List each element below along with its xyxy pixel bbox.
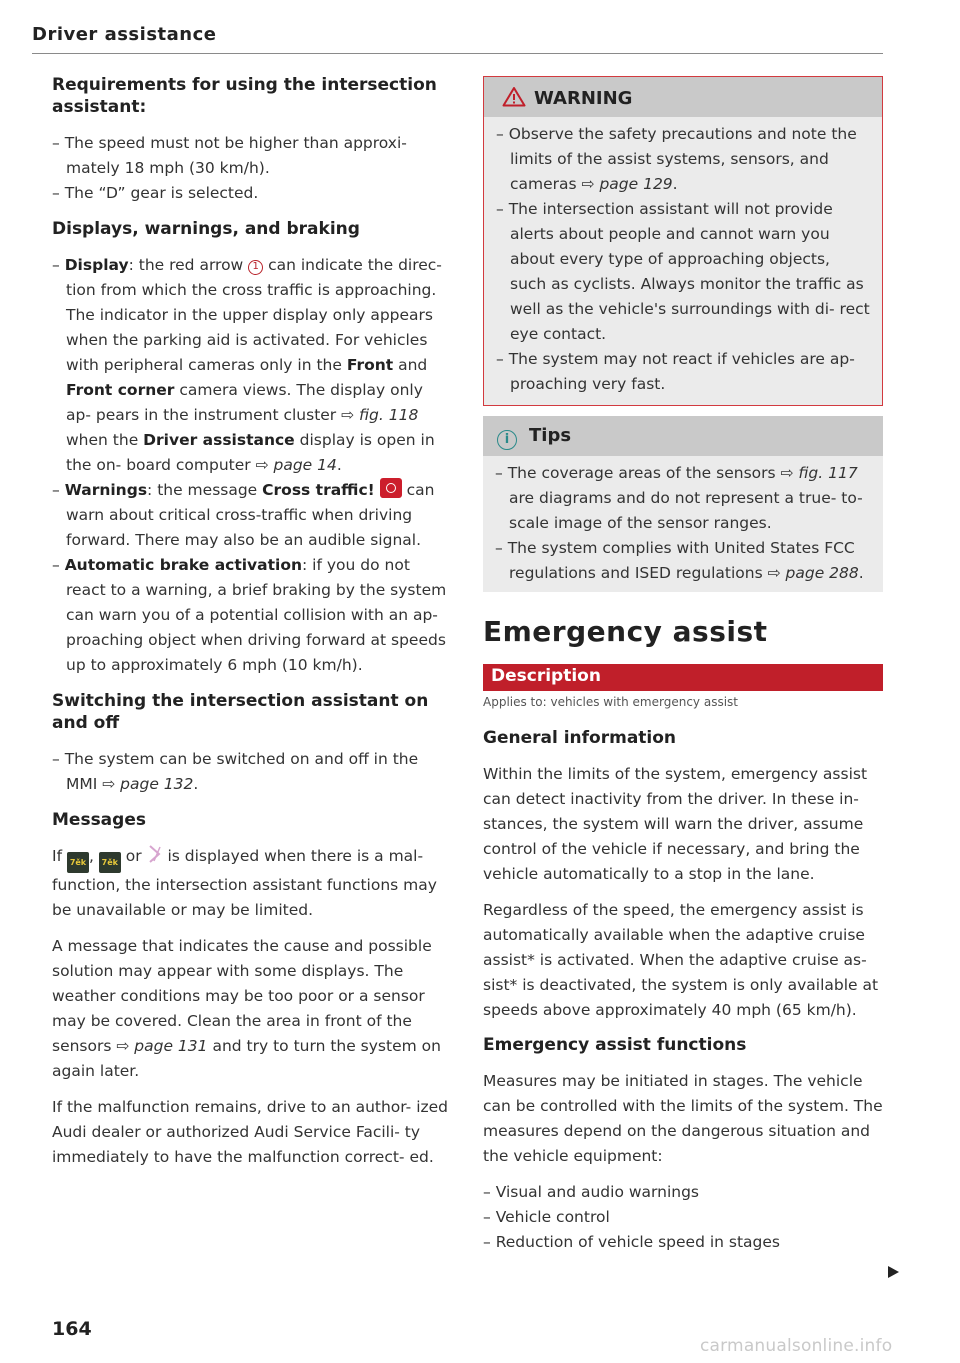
tips-header xyxy=(483,416,883,456)
list-item: – The intersection assistant will not provide alerts about people and cannot warn you about every type of approaching objects, such as cyclists. Always monitor the traffic as well as the vehicle's surroundings with di- rect eye contact. xyxy=(496,200,870,343)
speed-paragraph: Regardless of the speed, the emergency assist is automatically available when the adaptive cruise assist* is activated. When the adaptive cruise as- sist* is deactivated, the system is only available at speeds above approximately 40 mph (65 km/h). xyxy=(483,901,879,1019)
page-header xyxy=(32,24,883,54)
requirements-list xyxy=(52,131,452,206)
warning-body xyxy=(484,117,882,405)
callout-1-icon: 1 xyxy=(248,260,263,275)
continue-arrow-icon xyxy=(888,1266,899,1278)
tips-title: Tips xyxy=(529,425,572,446)
messages-paragraph-3: If the malfunction remains, drive to an author- ized Audi dealer or authorized Audi Service Facili- ty immediately to have the malfunction correct- ed. xyxy=(52,1098,449,1166)
warning-box xyxy=(483,76,883,406)
page-288-link[interactable]: ⇨ page 288 xyxy=(767,564,859,582)
warning-triangle-icon xyxy=(502,86,526,107)
list-item: – Vehicle control xyxy=(483,1208,610,1226)
list-item: – The coverage areas of the sensors ⇨ fig. 117 are diagrams and do not represent a true- to-scale image of the sensor ranges. xyxy=(495,464,863,532)
functions-heading: Emergency assist functions xyxy=(483,1035,747,1055)
right-column xyxy=(483,76,883,1255)
list-item-display: – Display: the red arrow 1 can indicate the direc- tion from which the cross traffic is approaching. The indicator in the upper display only appears when the parking aid is activated. For vehicles with peripheral cameras only in the Front and Front corner camera views. The display only ap- pears in the instrument cluster ⇨ fig. 118 when the Driver assistance display is open in the on- board computer ⇨ page 14. xyxy=(52,256,442,474)
page-14-link[interactable]: ⇨ page 14 xyxy=(255,456,337,474)
warning-header xyxy=(484,77,882,117)
applies-to-note: Applies to: vehicles with emergency assist xyxy=(483,695,738,709)
page-132-link[interactable]: ⇨ page 132 xyxy=(102,775,194,793)
fig-118-link[interactable]: ⇨ fig. 118 xyxy=(341,406,419,424)
messages-heading: Messages xyxy=(52,810,146,830)
fig-117-link[interactable]: ⇨ fig. 117 xyxy=(780,464,858,482)
tips-box xyxy=(483,416,883,592)
cross-traffic-malfunction-icon: 7ěk xyxy=(99,852,121,873)
page-number: 164 xyxy=(52,1318,92,1340)
list-item: – Visual and audio warnings xyxy=(483,1183,699,1201)
requirements-heading: Requirements for using the intersection assistant: xyxy=(52,75,437,117)
switching-heading: Switching the intersection assistant on and off xyxy=(52,691,429,733)
cross-traffic-arrow-icon xyxy=(147,844,163,864)
messages-paragraph-1: If 7ěk , 7ěk or is displayed when there is a mal- function, the intersection assistant functions may be unavailable or may be limited. xyxy=(52,844,452,923)
description-bar: Description xyxy=(483,664,883,691)
list-item-brake: – Automatic brake activation: if you do not react to a warning, a brief braking by the system can warn you of a potential collision with an ap- proaching object when driving forward at speeds up to approximately 6 mph (10 km/h). xyxy=(52,556,447,674)
functions-list xyxy=(483,1180,883,1255)
cross-traffic-yellow-icon: 7ěk xyxy=(67,852,89,873)
list-item: – The “D” gear is selected. xyxy=(52,184,259,202)
list-item-warnings: – Warnings: the message Cross traffic! can warn about critical cross-traffic when driving forward. There may also be an audible signal. xyxy=(52,478,452,553)
list-item: – The system complies with United States FCC regulations and ISED regulations ⇨ page 288. xyxy=(495,539,864,582)
messages-paragraph-2: A message that indicates the cause and possible solution may appear with some displays. The weather conditions may be too poor or a sensor may be covered. Clean the area in front of the sensors ⇨ page 131 and try to turn the system on again later. xyxy=(52,937,441,1080)
info-icon: i xyxy=(497,430,517,450)
left-column xyxy=(52,74,452,1181)
emergency-assist-title: Emergency assist xyxy=(483,615,768,648)
watermark: carmanualsonline.info xyxy=(700,1336,893,1356)
general-information-heading: General information xyxy=(483,728,677,748)
functions-paragraph: Measures may be initiated in stages. The vehicle can be controlled with the limits of the system. The measures depend on the dangerous situation and the vehicle equipment: xyxy=(483,1072,883,1165)
switching-list xyxy=(52,747,452,797)
displays-heading: Displays, warnings, and braking xyxy=(52,219,360,239)
list-item: – The system may not react if vehicles are ap- proaching very fast. xyxy=(496,350,855,393)
section-title: Driver assistance xyxy=(32,24,217,45)
list-item: – The system can be switched on and off in the MMI ⇨ page 132. xyxy=(52,750,419,793)
tips-body xyxy=(483,456,883,592)
cross-traffic-warning-icon xyxy=(380,478,402,498)
page-131-link[interactable]: ⇨ page 131 xyxy=(116,1037,208,1055)
general-information-paragraph: Within the limits of the system, emergency assist can detect inactivity from the driver. In these in- stances, the system will warn the driver, assume control of the vehicle if necessary, and bring the vehicle automatically to a stop in the lane. xyxy=(483,765,868,883)
list-item: – Reduction of vehicle speed in stages xyxy=(483,1233,781,1251)
page-129-link[interactable]: ⇨ page 129 xyxy=(581,175,673,193)
list-item: – Observe the safety precautions and note the limits of the assist systems, sensors, and cameras ⇨ page 129. xyxy=(496,125,857,193)
list-item: – The speed must not be higher than approxi- mately 18 mph (30 km/h). xyxy=(52,134,407,177)
displays-list xyxy=(52,253,452,678)
warning-title: WARNING xyxy=(534,88,633,109)
